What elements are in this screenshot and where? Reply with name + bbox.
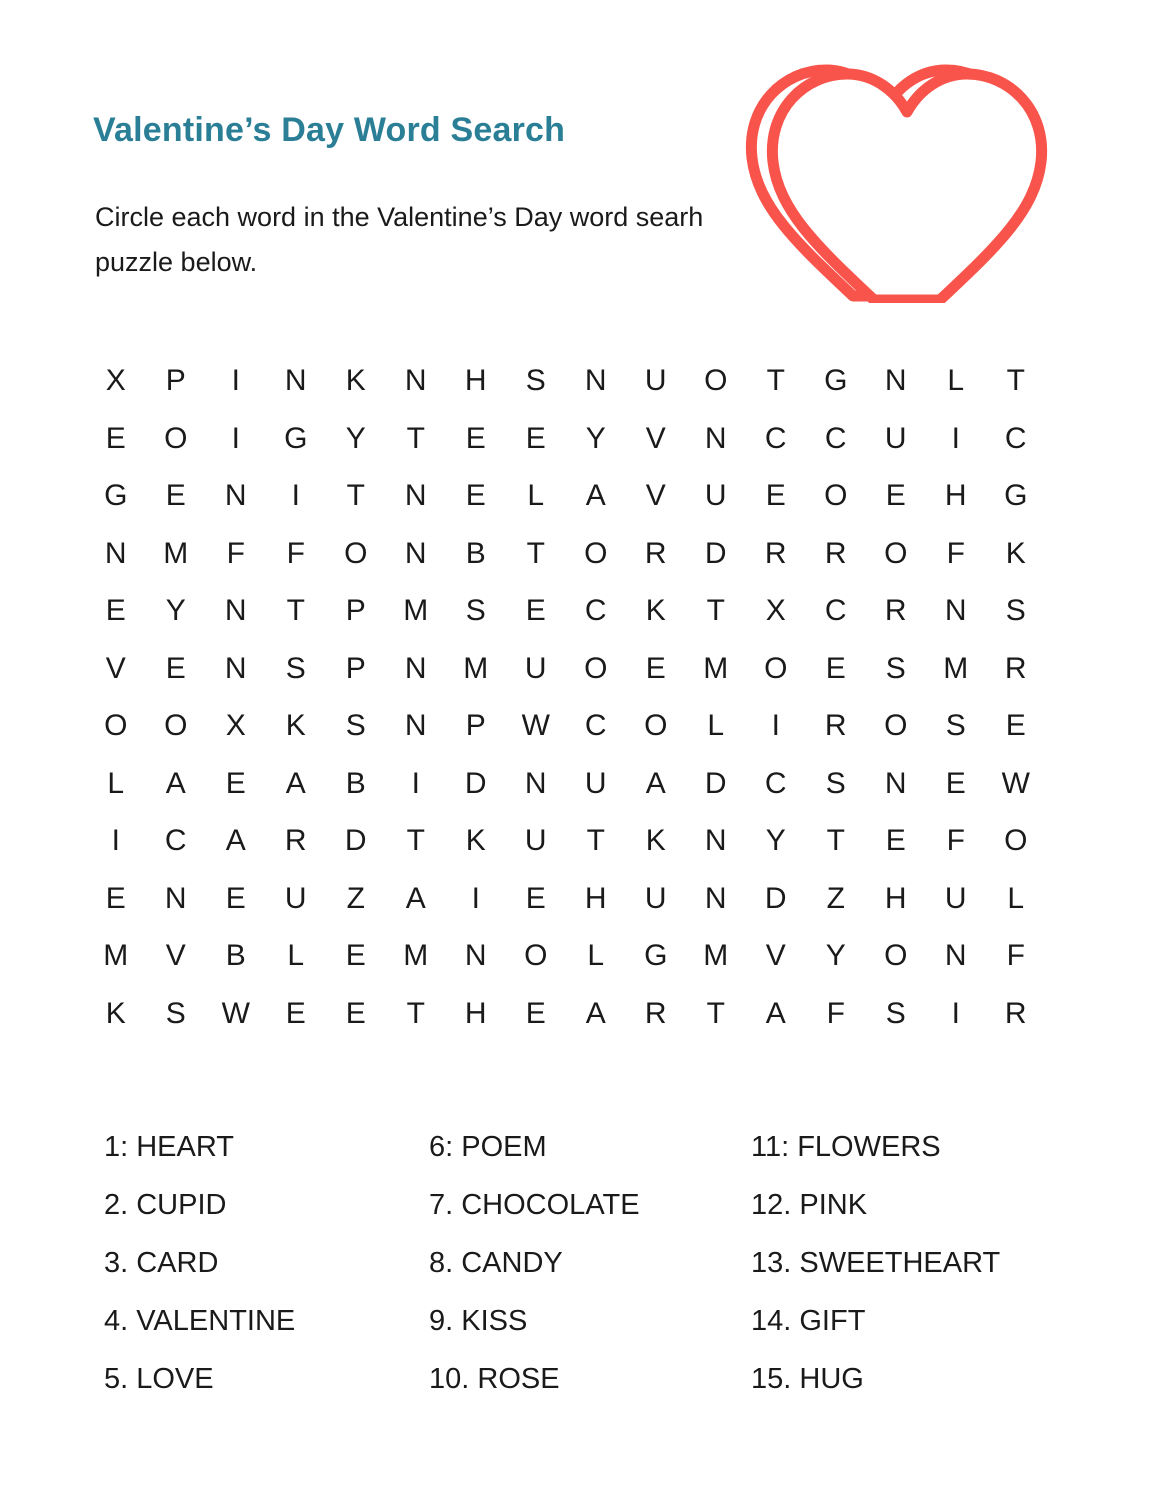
grid-cell[interactable]: L: [587, 939, 605, 972]
grid-cell[interactable]: E: [465, 479, 487, 512]
grid-cell[interactable]: E: [525, 996, 547, 1030]
grid-cell[interactable]: G: [644, 939, 668, 972]
grid-cell[interactable]: M: [163, 536, 189, 570]
grid-cell[interactable]: O: [884, 939, 908, 972]
grid-cell[interactable]: B: [345, 766, 367, 800]
grid-cell[interactable]: N: [584, 364, 608, 397]
grid-cell[interactable]: C: [1004, 421, 1028, 455]
grid-cell[interactable]: I: [951, 421, 961, 455]
grid-cell[interactable]: E: [525, 594, 547, 627]
grid-cell[interactable]: M: [463, 651, 489, 685]
grid-cell[interactable]: E: [825, 651, 847, 685]
grid-cell[interactable]: I: [231, 364, 241, 397]
word-list-item: 9. KISS: [429, 1305, 528, 1337]
grid-cell[interactable]: H: [464, 996, 488, 1030]
grid-cell[interactable]: O: [644, 709, 668, 742]
grid-cell[interactable]: K: [105, 996, 127, 1030]
grid-cell[interactable]: K: [645, 824, 667, 857]
grid-cell[interactable]: B: [465, 536, 487, 570]
grid-cell[interactable]: R: [884, 594, 908, 627]
grid-cell[interactable]: M: [103, 939, 129, 972]
grid-cell[interactable]: C: [824, 421, 848, 455]
grid-cell[interactable]: R: [1004, 996, 1028, 1030]
grid-cell[interactable]: W: [1001, 766, 1031, 800]
grid-cell[interactable]: O: [104, 709, 128, 742]
word-list-item: 5. LOVE: [104, 1363, 214, 1395]
grid-cell[interactable]: R: [1004, 651, 1028, 685]
grid-cell[interactable]: S: [945, 709, 967, 742]
grid-cell[interactable]: O: [1004, 824, 1028, 857]
grid-cell[interactable]: G: [104, 479, 128, 512]
grid-cell[interactable]: O: [824, 479, 848, 512]
grid-cell[interactable]: R: [824, 709, 848, 742]
grid-cell[interactable]: E: [525, 881, 547, 915]
grid-cell[interactable]: E: [105, 881, 127, 915]
grid-cell[interactable]: A: [645, 766, 667, 800]
grid-cell[interactable]: K: [465, 824, 487, 857]
grid-cell[interactable]: I: [291, 479, 301, 512]
grid-cell[interactable]: T: [406, 421, 426, 455]
grid-cell[interactable]: X: [225, 709, 247, 742]
word-list-item: 11: FLOWERS: [751, 1131, 941, 1163]
page-title: Valentine’s Day Word Search: [93, 110, 566, 149]
grid-cell[interactable]: Y: [765, 824, 787, 857]
heart-outline-front: [772, 74, 1041, 300]
grid-cell[interactable]: D: [704, 766, 728, 800]
grid-cell[interactable]: F: [946, 824, 966, 857]
grid-cell[interactable]: E: [765, 479, 787, 512]
grid-cell[interactable]: O: [764, 651, 788, 685]
word-list-item: 15. HUG: [751, 1363, 864, 1395]
grid-cell[interactable]: O: [884, 709, 908, 742]
grid-cell[interactable]: E: [285, 996, 307, 1030]
grid-cell[interactable]: L: [1007, 881, 1025, 915]
grid-cell[interactable]: W: [521, 709, 551, 742]
grid-cell[interactable]: T: [346, 479, 366, 512]
word-search-grid[interactable]: [86, 352, 1046, 1042]
grid-cell[interactable]: N: [104, 536, 128, 570]
grid-cell[interactable]: I: [951, 996, 961, 1030]
grid-cell[interactable]: N: [944, 939, 968, 972]
word-list-item: 14. GIFT: [751, 1305, 866, 1337]
grid-cell[interactable]: N: [224, 479, 248, 512]
grid-cell[interactable]: E: [225, 766, 247, 800]
grid-cell[interactable]: G: [284, 421, 308, 455]
grid-cell[interactable]: E: [165, 651, 187, 685]
grid-cell[interactable]: K: [345, 364, 367, 397]
grid-cell[interactable]: F: [946, 536, 966, 570]
grid-cell[interactable]: U: [584, 766, 608, 800]
grid-cell[interactable]: E: [525, 421, 547, 455]
grid-cell[interactable]: Y: [585, 421, 607, 455]
grid-cell[interactable]: S: [165, 996, 187, 1030]
grid-cell[interactable]: I: [771, 709, 781, 742]
grid-cell[interactable]: N: [224, 651, 248, 685]
grid-cell[interactable]: V: [165, 939, 187, 972]
grid-cell[interactable]: L: [947, 364, 965, 397]
grid-cell[interactable]: T: [1006, 364, 1026, 397]
grid-cell[interactable]: I: [111, 824, 121, 857]
grid-cell[interactable]: N: [704, 824, 728, 857]
grid-cell[interactable]: T: [406, 824, 426, 857]
grid-cell[interactable]: N: [404, 709, 428, 742]
grid-cell[interactable]: A: [405, 881, 427, 915]
grid-cell[interactable]: U: [524, 824, 548, 857]
grid-cell[interactable]: K: [285, 709, 307, 742]
grid-cell[interactable]: W: [221, 996, 251, 1030]
grid-cell[interactable]: T: [526, 536, 546, 570]
grid-cell[interactable]: N: [524, 766, 548, 800]
grid-cell[interactable]: U: [884, 421, 908, 455]
word-list-column-1: [104, 1118, 295, 1408]
grid-cell[interactable]: R: [764, 536, 788, 570]
grid-cell[interactable]: P: [465, 709, 487, 742]
grid-cell[interactable]: S: [465, 594, 487, 627]
grid-cell[interactable]: C: [584, 594, 608, 627]
grid-cell[interactable]: C: [764, 421, 788, 455]
grid-cell[interactable]: V: [105, 651, 127, 685]
grid-cell[interactable]: F: [1006, 939, 1026, 972]
grid-cell[interactable]: L: [287, 939, 305, 972]
grid-cell[interactable]: G: [824, 364, 848, 397]
grid-cell[interactable]: E: [345, 939, 367, 972]
word-list-column-2: [429, 1118, 640, 1408]
grid-cell[interactable]: Y: [345, 421, 367, 455]
grid-cell[interactable]: K: [1005, 536, 1027, 570]
grid-cell[interactable]: F: [826, 996, 846, 1030]
grid-cell[interactable]: L: [527, 479, 545, 512]
grid-cell[interactable]: O: [704, 364, 728, 397]
grid-cell[interactable]: T: [706, 996, 726, 1030]
grid-cell[interactable]: H: [584, 881, 608, 915]
grid-cell[interactable]: S: [885, 651, 907, 685]
grid-cell[interactable]: V: [645, 421, 667, 455]
grid-cell[interactable]: N: [404, 651, 428, 685]
grid-cell[interactable]: H: [944, 479, 968, 512]
grid-cell[interactable]: T: [406, 996, 426, 1030]
word-list-item: 3. CARD: [104, 1247, 219, 1279]
grid-cell[interactable]: N: [404, 479, 428, 512]
grid-cell[interactable]: O: [344, 536, 368, 570]
grid-cell[interactable]: M: [943, 651, 969, 685]
grid-cell[interactable]: A: [165, 766, 187, 800]
grid-cell[interactable]: U: [944, 881, 968, 915]
grid-cell[interactable]: U: [524, 651, 548, 685]
grid-cell[interactable]: Y: [165, 594, 187, 627]
word-list-item: 13. SWEETHEART: [751, 1247, 1001, 1279]
grid-cell[interactable]: I: [471, 881, 481, 915]
grid-cell[interactable]: T: [766, 364, 786, 397]
grid-cell[interactable]: N: [884, 364, 908, 397]
grid-cell[interactable]: R: [644, 996, 668, 1030]
grid-cell[interactable]: N: [884, 766, 908, 800]
grid-cell[interactable]: T: [826, 824, 846, 857]
grid-cell[interactable]: L: [707, 709, 725, 742]
grid-cell[interactable]: S: [345, 709, 367, 742]
grid-cell[interactable]: E: [345, 996, 367, 1030]
grid-cell[interactable]: N: [224, 594, 248, 627]
grid-cell[interactable]: S: [825, 766, 847, 800]
grid-cell[interactable]: G: [1004, 479, 1028, 512]
grid-cell[interactable]: Z: [346, 881, 366, 915]
grid-cell[interactable]: R: [284, 824, 308, 857]
grid-cell[interactable]: N: [284, 364, 308, 397]
grid-cell[interactable]: O: [884, 536, 908, 570]
grid-cell[interactable]: O: [164, 421, 188, 455]
word-list-item: 8. CANDY: [429, 1247, 563, 1279]
grid-cell[interactable]: R: [824, 536, 848, 570]
grid-cell[interactable]: O: [584, 536, 608, 570]
grid-cell[interactable]: E: [225, 881, 247, 915]
grid-cell[interactable]: S: [1005, 594, 1027, 627]
word-list-item: 1: HEART: [104, 1131, 235, 1163]
grid-cell[interactable]: D: [464, 766, 488, 800]
grid-cell[interactable]: N: [704, 881, 728, 915]
grid-cell[interactable]: N: [404, 364, 428, 397]
instructions-text: Circle each word in the Valentine’s Day word searh puzzle below.: [95, 202, 704, 277]
grid-cell[interactable]: M: [403, 594, 429, 627]
grid-cell[interactable]: D: [764, 881, 788, 915]
grid-cell[interactable]: S: [885, 996, 907, 1030]
word-list-item: 6: POEM: [429, 1131, 547, 1163]
grid-cell[interactable]: Y: [825, 939, 847, 972]
grid-cell[interactable]: A: [285, 766, 307, 800]
grid-cell[interactable]: N: [404, 536, 428, 570]
grid-cell[interactable]: U: [644, 881, 668, 915]
grid-cell[interactable]: E: [465, 421, 487, 455]
grid-cell[interactable]: N: [164, 881, 188, 915]
word-list-item: 10. ROSE: [429, 1363, 560, 1395]
grid-cell[interactable]: T: [706, 594, 726, 627]
grid-cell[interactable]: D: [344, 824, 368, 857]
grid-cell[interactable]: M: [403, 939, 429, 972]
word-list-item: 2. CUPID: [104, 1189, 227, 1221]
grid-cell[interactable]: A: [225, 824, 247, 857]
grid-cell[interactable]: U: [284, 881, 308, 915]
grid-cell[interactable]: N: [944, 594, 968, 627]
grid-cell[interactable]: A: [585, 479, 607, 512]
grid-cell[interactable]: V: [765, 939, 787, 972]
grid-cell[interactable]: B: [225, 939, 247, 972]
double-heart-decoration: [740, 48, 1080, 303]
grid-cell[interactable]: K: [645, 594, 667, 627]
grid-cell[interactable]: N: [464, 939, 488, 972]
grid-cell[interactable]: F: [226, 536, 246, 570]
grid-cell[interactable]: I: [411, 766, 421, 800]
grid-cell[interactable]: D: [704, 536, 728, 570]
grid-cell[interactable]: T: [286, 594, 306, 627]
grid-cell[interactable]: E: [165, 479, 187, 512]
grid-cell[interactable]: O: [584, 651, 608, 685]
grid-cell[interactable]: X: [765, 594, 787, 627]
grid-cell[interactable]: E: [1005, 709, 1027, 742]
grid-cell[interactable]: S: [285, 651, 307, 685]
grid-cell[interactable]: U: [644, 364, 668, 397]
grid-cell[interactable]: I: [231, 421, 241, 455]
grid-cell[interactable]: E: [945, 766, 967, 800]
grid-cell[interactable]: F: [286, 536, 306, 570]
grid-cell[interactable]: O: [524, 939, 548, 972]
grid-cell[interactable]: U: [704, 479, 728, 512]
grid-cell[interactable]: E: [645, 651, 667, 685]
grid-cell[interactable]: A: [585, 996, 607, 1030]
grid-cell[interactable]: T: [586, 824, 606, 857]
grid-cell[interactable]: C: [164, 824, 188, 857]
grid-cell[interactable]: C: [764, 766, 788, 800]
grid-cell[interactable]: A: [765, 996, 787, 1030]
grid-cell[interactable]: P: [165, 364, 187, 397]
grid-cell[interactable]: M: [703, 651, 729, 685]
grid-cell[interactable]: S: [525, 364, 547, 397]
grid-cell[interactable]: E: [105, 421, 127, 455]
grid-cell[interactable]: C: [584, 709, 608, 742]
word-list-item: 4. VALENTINE: [104, 1305, 296, 1337]
grid-cell[interactable]: X: [105, 364, 127, 397]
grid-cell[interactable]: R: [644, 536, 668, 570]
grid-cell[interactable]: E: [105, 594, 127, 627]
word-list-item: 7. CHOCOLATE: [429, 1189, 640, 1221]
word-list-column-3: [751, 1118, 1000, 1408]
grid-cell[interactable]: E: [885, 824, 907, 857]
grid-cell[interactable]: Z: [826, 881, 846, 915]
grid-cell[interactable]: C: [824, 594, 848, 627]
grid-cell[interactable]: P: [345, 651, 367, 685]
grid-cell[interactable]: V: [645, 479, 667, 512]
grid-cell[interactable]: P: [345, 594, 367, 627]
grid-cell[interactable]: H: [884, 881, 908, 915]
grid-cell[interactable]: N: [704, 421, 728, 455]
grid-cell[interactable]: E: [885, 479, 907, 512]
grid-cell[interactable]: H: [464, 364, 488, 397]
grid-cell[interactable]: M: [703, 939, 729, 972]
grid-cell[interactable]: O: [164, 709, 188, 742]
grid-cell[interactable]: L: [107, 766, 125, 800]
word-list-item: 12. PINK: [751, 1189, 868, 1221]
